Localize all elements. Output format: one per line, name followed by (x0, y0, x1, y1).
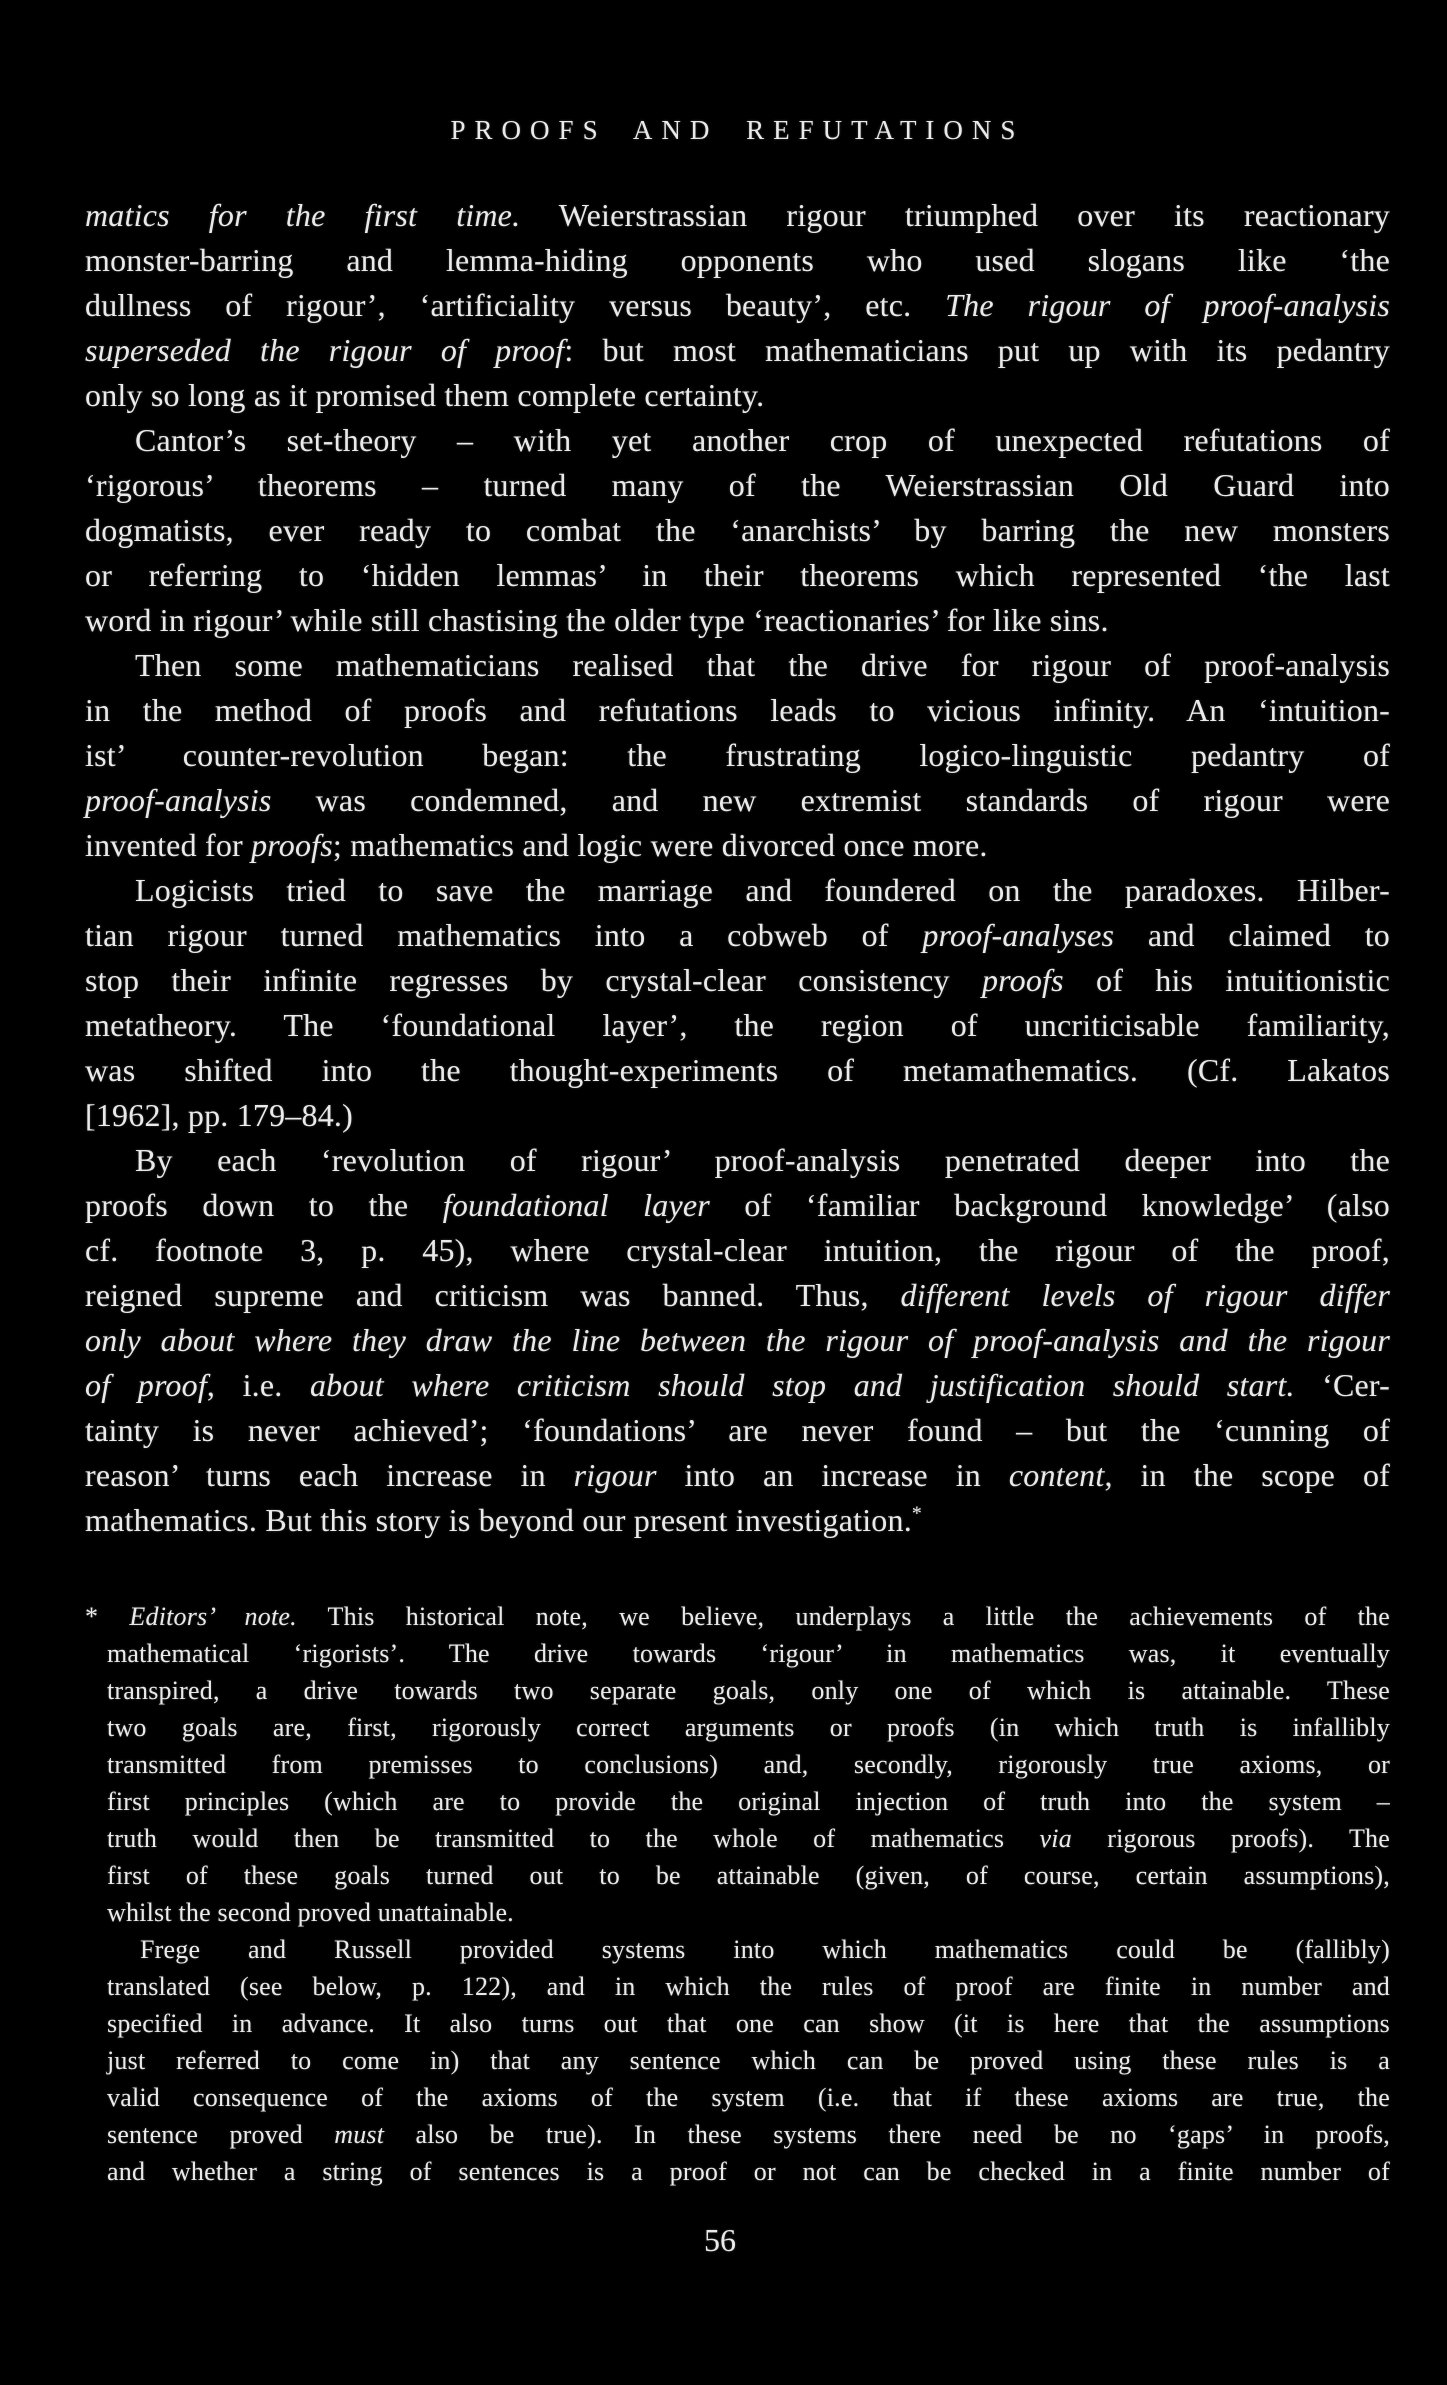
text-line (85, 508, 1390, 553)
text-run: mathematics. But this story is beyond our present investigation. (85, 1502, 912, 1538)
text-line (85, 823, 1390, 868)
footnote-line (85, 1635, 1390, 1672)
text-line (85, 418, 1390, 463)
text-run: sentence proved (107, 2120, 335, 2149)
text-run: of proof (85, 1367, 207, 1403)
text-run: tian rigour turned mathematics into a cobweb of (85, 917, 923, 953)
footnote-line (85, 1931, 1390, 1968)
text-run: into an increase in (656, 1457, 1009, 1493)
text-run: only so long as it promised them complete certainty. (85, 377, 765, 413)
text-run: ‘Cer- (1294, 1367, 1391, 1403)
text-run: and claimed to (1114, 917, 1390, 953)
text-run: reason’ turns each increase in (85, 1457, 574, 1493)
text-line (85, 1453, 1390, 1498)
text-line (85, 1048, 1390, 1093)
text-run: By each ‘revolution of rigour’ proof-analysis penetrated deeper into the (135, 1142, 1390, 1178)
footnote-line (85, 2042, 1390, 2079)
text-run: rigour (573, 1457, 657, 1493)
text-run: The rigour of proof-analysis (945, 287, 1390, 323)
text-run: was condemned, and new extremist standards of rigour were (271, 782, 1390, 818)
text-line (85, 553, 1390, 598)
text-run: also be true). In these systems there need be no ‘gaps’ in proofs, (384, 2120, 1391, 2149)
text-run: word in rigour’ while still chastising the older type ‘reactionaries’ for like sins. (85, 602, 1109, 638)
text-line (85, 1273, 1390, 1318)
text-run: Editors’ note. (129, 1602, 297, 1631)
text-run: proofs down to the (85, 1187, 443, 1223)
text-run: metatheory. The ‘foundational layer’, the region of uncriticisable familiarity, (85, 1007, 1390, 1043)
text-run: of ‘familiar background knowledge’ (also (709, 1187, 1390, 1223)
text-run: in the method of proofs and refutations leads to vicious infinity. An ‘intuition- (85, 692, 1390, 728)
text-run: ist’ counter-revolution began: the frustrating logico-linguistic pedantry of (85, 737, 1390, 773)
text-line (85, 1138, 1390, 1183)
footnote-line (85, 2153, 1390, 2190)
text-line (85, 598, 1390, 643)
text-run: superseded the rigour of proof (85, 332, 565, 368)
text-run: only about where they draw the line between the rigour of proof-analysis and the rigour (85, 1322, 1390, 1358)
text-run: mathematical ‘rigorists’. The drive towards ‘rigour’ in mathematics was, it eventually (107, 1639, 1390, 1668)
text-run: Then some mathematicians realised that the drive for rigour of proof-analysis (135, 647, 1390, 683)
text-run: cf. footnote 3, p. 45), where crystal-clear intuition, the rigour of the proof, (85, 1232, 1390, 1268)
text-line (85, 1093, 1390, 1138)
footnote-line (85, 1672, 1390, 1709)
text-run: transmitted from premisses to conclusions) and, secondly, rigorously true axioms, or (107, 1750, 1390, 1779)
text-run: proof-analyses (922, 917, 1115, 953)
text-line (85, 778, 1390, 823)
text-line (85, 283, 1390, 328)
footnote-line (85, 2079, 1390, 2116)
page-body (85, 193, 1390, 1543)
text-run: dullness of rigour’, ‘artificiality versus beauty’, etc. (85, 287, 946, 323)
footnote-line (85, 2116, 1390, 2153)
footnote-line (85, 1709, 1390, 1746)
text-line (85, 1003, 1390, 1048)
text-run: rigorous proofs). The (1071, 1824, 1390, 1853)
text-line (85, 688, 1390, 733)
text-run: foundational layer (442, 1187, 710, 1223)
text-line (85, 1363, 1390, 1408)
text-run: ‘rigorous’ theorems – turned many of the Weierstrassian Old Guard into (85, 467, 1390, 503)
text-run: : but most mathematicians put up with its pedantry (564, 332, 1391, 368)
footnote-line (85, 1783, 1390, 1820)
text-run: ; mathematics and logic were divorced once more. (332, 827, 988, 863)
text-line (85, 193, 1390, 238)
text-run: valid consequence of the axioms of the system (i.e. that if these axioms are true, the (107, 2083, 1390, 2112)
text-run: was shifted into the thought-experiments of metamathematics. (Cf. Lakatos (85, 1052, 1390, 1088)
text-run: proofs (981, 962, 1064, 998)
text-line (85, 643, 1390, 688)
text-line (85, 1228, 1390, 1273)
footnote-marker: * (911, 1502, 923, 1525)
page-number: 56 (704, 2222, 736, 2258)
text-run: matics for the first time. (85, 197, 521, 233)
text-line (85, 373, 1390, 418)
text-run: reigned supreme and criticism was banned. Thus, (85, 1277, 901, 1313)
text-run: must (334, 2120, 385, 2149)
text-run: Logicists tried to save the marriage and foundered on the paradoxes. Hilber- (135, 872, 1390, 908)
text-line (85, 733, 1390, 778)
text-run: , in the scope of (1104, 1457, 1391, 1493)
text-run: first principles (which are to provide the original injection of truth into the system – (107, 1787, 1390, 1816)
footnote-line (85, 1598, 1390, 1635)
footnote-line (85, 1857, 1390, 1894)
text-line (85, 1318, 1390, 1363)
text-line (85, 913, 1390, 958)
footnote-line (85, 1820, 1390, 1857)
text-run: just referred to come in) that any sentence which can be proved using these rules is a (107, 2046, 1390, 2075)
text-run: Weierstrassian rigour triumphed over its reactionary (520, 197, 1390, 233)
text-run: dogmatists, ever ready to combat the ‘anarchists’ by barring the new monsters (85, 512, 1390, 548)
text-run: of his intuitionistic (1063, 962, 1390, 998)
footnote-line (85, 2005, 1390, 2042)
text-line (85, 958, 1390, 1003)
text-run: tainty is never achieved’; ‘foundations’ are never found – but the ‘cunning of (85, 1412, 1390, 1448)
text-run: invented for (85, 827, 252, 863)
text-line (85, 1498, 1390, 1543)
text-run: truth would then be transmitted to the whole of mathematics (107, 1824, 1040, 1853)
text-run: translated (see below, p. 122), and in which the rules of proof are finite in number and (107, 1972, 1390, 2001)
text-run: and whether a string of sentences is a proof or not can be checked in a finite number of (107, 2157, 1390, 2186)
text-run: Cantor’s set-theory – with yet another crop of unexpected refutations of (135, 422, 1390, 458)
footnote-line (85, 1746, 1390, 1783)
text-line (85, 1408, 1390, 1453)
running-head: PROOFS AND REFUTATIONS (450, 115, 1025, 145)
text-run: proofs (251, 827, 333, 863)
text-line (85, 868, 1390, 913)
text-run: stop their infinite regresses by crystal-clear consistency (85, 962, 982, 998)
text-run: via (1039, 1824, 1072, 1853)
text-run: different levels of rigour differ (900, 1277, 1390, 1313)
text-run: , i.e. (206, 1367, 310, 1403)
text-run: [1962], pp. 179–84.) (85, 1097, 353, 1133)
text-line (85, 463, 1390, 508)
footnote (85, 1598, 1390, 2190)
text-run: or referring to ‘hidden lemmas’ in their theorems which represented ‘the last (85, 557, 1390, 593)
text-run: content (1008, 1457, 1105, 1493)
text-run: Frege and Russell provided systems into which mathematics could be (fallibly) (140, 1935, 1390, 1964)
footnote-line (85, 1894, 1390, 1931)
text-line (85, 238, 1390, 283)
text-run: about where criticism should stop and justification should start. (309, 1367, 1295, 1403)
text-run: This historical note, we believe, underplays a little the achievements of the (296, 1602, 1390, 1631)
text-run: whilst the second proved unattainable. (107, 1898, 514, 1927)
text-run: specified in advance. It also turns out that one can show (it is here that the assumptions (107, 2009, 1390, 2038)
text-run: * (85, 1602, 130, 1631)
text-run: monster-barring and lemma-hiding opponents who used slogans like ‘the (85, 242, 1390, 278)
text-run: first of these goals turned out to be attainable (given, of course, certain assumptions), (107, 1861, 1390, 1890)
text-run: proof-analysis (85, 782, 272, 818)
text-run: transpired, a drive towards two separate goals, only one of which is attainable. These (107, 1676, 1390, 1705)
text-run: two goals are, first, rigorously correct arguments or proofs (in which truth is infallibly (107, 1713, 1390, 1742)
text-line (85, 328, 1390, 373)
text-line (85, 1183, 1390, 1228)
footnote-line (85, 1968, 1390, 2005)
